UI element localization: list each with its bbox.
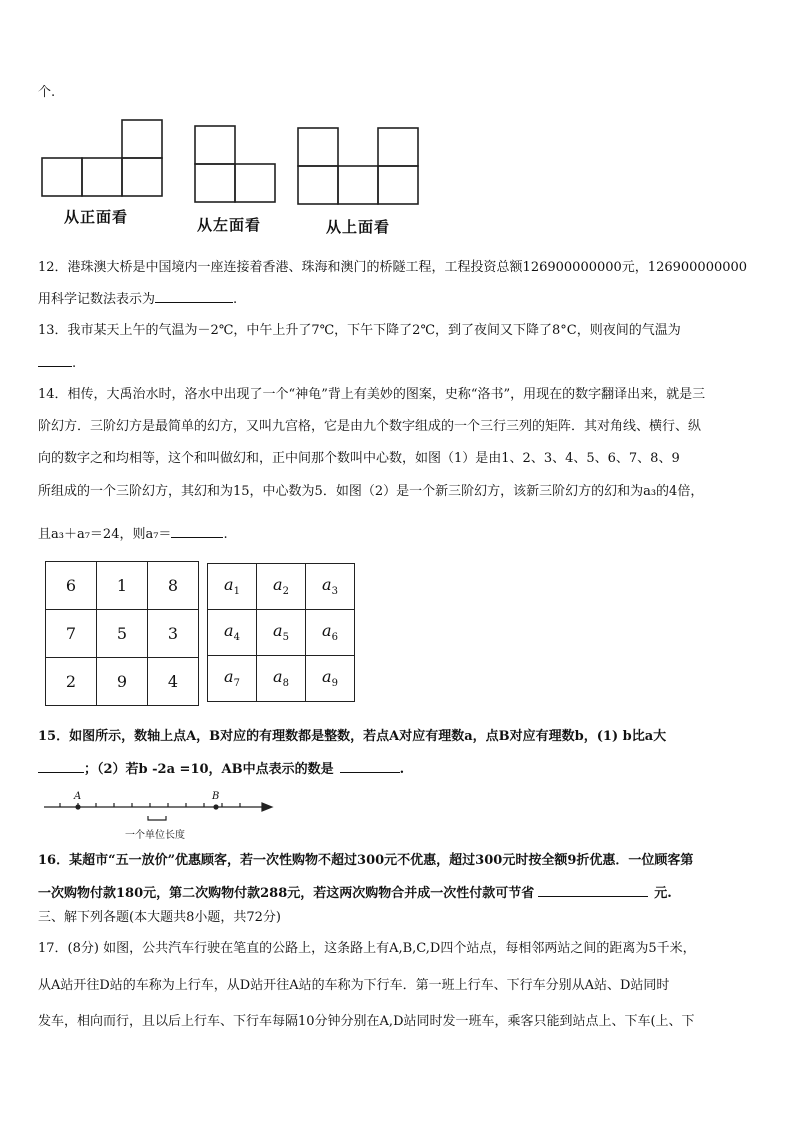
grid1-cell: 5 — [97, 610, 148, 658]
top-view-label: 从上面看 — [326, 218, 391, 236]
point-b-dot — [214, 805, 218, 809]
section-3-heading: 三、解下列各题(本大题共8小题，共72分) — [38, 910, 281, 925]
grid2-var: a — [224, 621, 234, 641]
grid2-var: a — [224, 667, 234, 687]
q17-line2: 从A站开往D站的车称为上行车，从D站开往A站的车称为下行车．第一班上行车、下行车分别从A站、D站同时 — [38, 978, 670, 993]
q15-line1: 15．如图所示，数轴上点A，B对应的有理数都是整数，若点A对应有理数a，点B对应有理数b，(1) b比a大 — [38, 729, 667, 744]
left-view-label: 从左面看 — [197, 216, 262, 234]
grid1-cell: 3 — [148, 610, 199, 658]
q16-text: 一次购物付款180元，第二次购物付款288元，若这两次购物合并成一次性付款可节省 — [38, 886, 535, 901]
unit-length-label: 一个单位长度 — [125, 830, 185, 841]
grid1-cell: 9 — [97, 658, 148, 706]
q17-line3: 发车，相向而行，且以后上行车、下行车每隔10分钟分别在A,D站同时发一班车，乘客只能到站点上、下车(上、下 — [38, 1014, 695, 1029]
grid1-cell: 6 — [46, 562, 97, 610]
grid2-sub: 7 — [233, 678, 240, 690]
q16-answer-blank[interactable] — [538, 884, 648, 897]
grid2-sub: 9 — [331, 678, 338, 690]
grid2-sub: 5 — [282, 632, 289, 644]
front-view-label: 从正面看 — [64, 208, 129, 226]
intro-tail: 个. — [38, 85, 56, 100]
point-a-dot — [76, 805, 80, 809]
grid2-sub: 8 — [282, 678, 289, 690]
q16-unit: 元. — [654, 886, 672, 901]
grid2-var: a — [322, 621, 332, 641]
grid2-var: a — [273, 667, 283, 687]
grid1-cell: 4 — [148, 658, 199, 706]
q13-period: . — [72, 356, 77, 371]
point-b-label: B — [212, 791, 220, 802]
grid1-cell: 1 — [97, 562, 148, 610]
number-line-arrow — [262, 803, 272, 811]
grid1-cell: 8 — [148, 562, 199, 610]
grid2-sub: 4 — [233, 632, 240, 644]
grid2-var: a — [273, 575, 283, 595]
grid2-var: a — [322, 575, 332, 595]
q16-line1: 16．某超市“五一放价”优惠顾客，若一次性购物不超过300元不优惠，超过300元时按全额9折优惠．一位顾客第 — [38, 853, 694, 868]
grid2-var: a — [273, 621, 283, 641]
grid2-sub: 6 — [331, 632, 338, 644]
unit-length-bracket — [148, 816, 166, 820]
grid2-sub: 1 — [233, 586, 240, 598]
grid1-cell: 2 — [46, 658, 97, 706]
grid2-var: a — [224, 575, 234, 595]
q15-period: . — [399, 762, 405, 777]
point-a-label: A — [74, 791, 82, 802]
q14-text: 且a₃＋a₇＝24，则a₇＝ — [38, 527, 172, 542]
q14-line2: 阶幻方．三阶幻方是最简单的幻方，又叫九宫格，它是由九个数字组成的一个三行三列的矩阵．其对角线、横行、纵 — [38, 419, 702, 434]
q14-line1: 14．相传，大禹治水时，洛水中出现了一个“神龟”背上有美妙的图案，史称“洛书”，用现在的数字翻译出来，就是三 — [38, 387, 706, 402]
grid2-sub: 3 — [331, 586, 338, 598]
q12-text: 用科学记数法表示为 — [38, 292, 156, 307]
grid2-var: a — [322, 667, 332, 687]
q12-line1: 12．港珠澳大桥是中国境内一座连接着香港、珠海和澳门的桥隧工程，工程投资总额126900000000元，126900000000 — [38, 260, 748, 275]
q15-text: ；（2）若b -2a =10，AB中点表示的数是 — [84, 762, 334, 777]
q14-line4: 所组成的一个三阶幻方，其幻和为15，中心数为5．如图（2）是一个新三阶幻方，该新三阶幻方的幻和为a₃的4倍， — [38, 484, 704, 499]
grid1-cell: 7 — [46, 610, 97, 658]
grid2-sub: 2 — [282, 586, 289, 598]
q17-line1: 17．(8分) 如图，公共汽车行驶在笔直的公路上，这条路上有A,B,C,D四个站点，每相邻两站之间的距离为5千米， — [38, 941, 696, 956]
q14-line3: 向的数字之和均相等，这个和叫做幻和，正中间那个数叫中心数，如图（1）是由1、2、3、4、5、6、7、8、9 — [38, 451, 680, 466]
q14-period: . — [223, 527, 228, 542]
q16-line2 — [38, 884, 672, 903]
q13-line1: 13．我市某天上午的气温为－2℃，中午上升了7℃，下午下降了2℃，到了夜间又下降了8°C，则夜间的气温为 — [38, 323, 681, 338]
q12-period: . — [233, 292, 238, 307]
